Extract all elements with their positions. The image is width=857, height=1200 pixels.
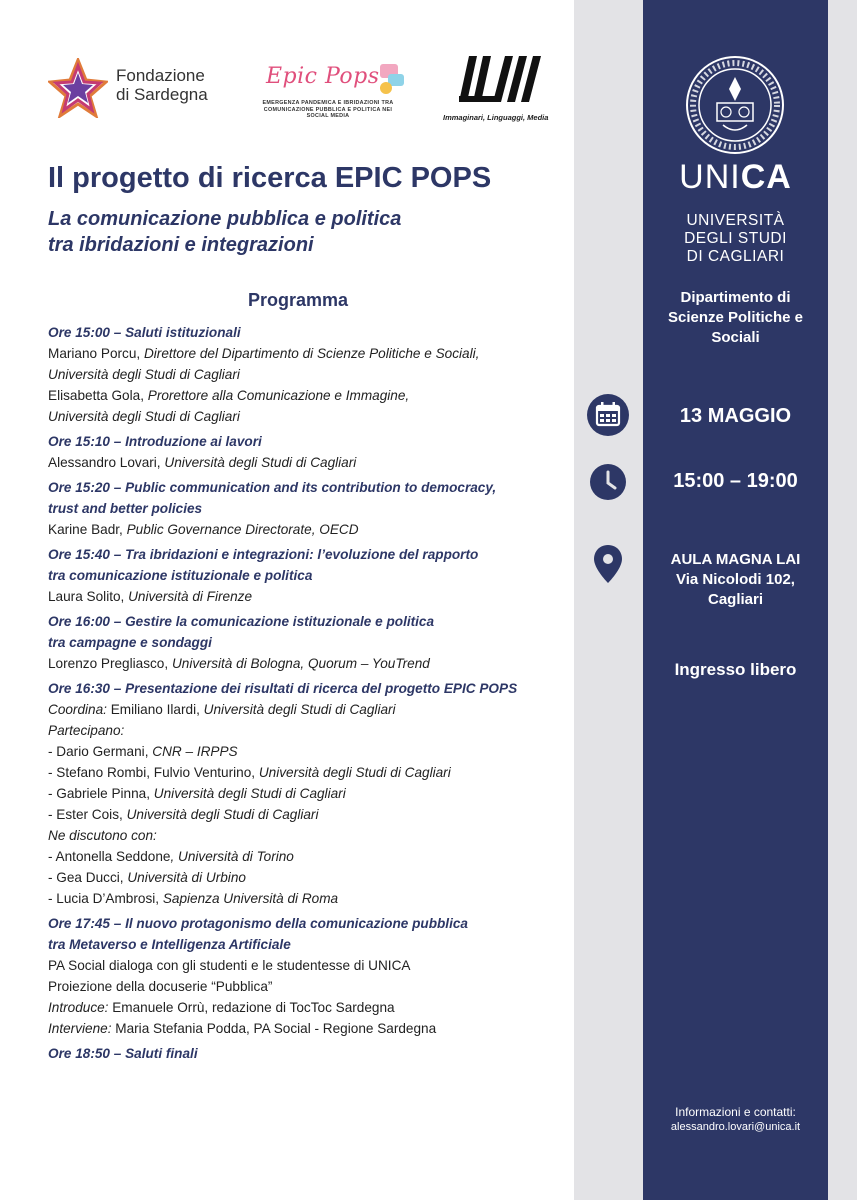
session-heading: Ore 15:40 – Tra ibridazioni e integrazioni: l’evoluzione del rapporto — [48, 547, 479, 562]
session-heading: Ore 16:30 – Presentazione dei risultati di ricerca del progetto EPIC POPS — [48, 681, 518, 696]
contact-email[interactable]: alessandro.lovari@unica.it — [670, 1121, 801, 1133]
programma-heading: Programma — [247, 290, 349, 310]
name-text: Lorenzo Pregliasco, — [48, 656, 172, 671]
session-detail-line — [48, 762, 568, 783]
name-text: - Dario Germani, — [48, 744, 153, 759]
italic-text: Università di Firenze — [128, 589, 253, 604]
name-text: - Stefano Rombi, Fulvio Venturino, — [48, 765, 259, 780]
session-heading: Ore 16:00 – Gestire la comunicazione istituzionale e politica — [48, 614, 435, 629]
unica-wordmark: UNICA — [679, 158, 792, 196]
italic-text: Università degli Studi di Cagliari — [258, 765, 451, 780]
italic-text: Direttore del Dipartimento di Scienze Politiche e Sociali, — [143, 346, 480, 361]
session-heading: tra Metaverso e Intelligenza Artificiale — [48, 937, 291, 952]
session-heading: Ore 15:10 – Introduzione ai lavori — [48, 434, 262, 449]
session-detail-line — [48, 804, 568, 825]
name-text: Mariano Porcu, — [48, 346, 144, 361]
session-detail-line — [48, 976, 568, 997]
session-detail-line — [48, 846, 568, 867]
sponsor-logos — [48, 50, 568, 130]
name-text: Elisabetta Gola, — [48, 388, 148, 403]
location-pin-icon — [587, 543, 629, 585]
italic-text: Prorettore alla Comunicazione e Immagine, — [147, 388, 410, 403]
epic-pops-logo: Epic Pops EMERGENZA PANDEMICA E IBRIDAZIONI TRA COMUNICAZIONE PUBBLICA E POLITICA NEI SOCIAL MEDIA — [258, 60, 408, 125]
session-heading: tra comunicazione istituzionale e politica — [48, 568, 313, 583]
clock-icon — [587, 461, 629, 503]
session-detail-line — [48, 1018, 568, 1039]
session-heading: trust and better policies — [48, 501, 203, 516]
session-detail-line — [48, 955, 568, 976]
session-heading: Ore 15:00 – Saluti istituzionali — [48, 325, 241, 340]
session-detail-line — [48, 997, 568, 1018]
italic-text: Università degli Studi di Cagliari — [48, 367, 240, 382]
italic-text: Interviene: — [48, 1021, 116, 1036]
session-detail-line — [48, 720, 568, 741]
italic-text: Università di Bologna, Quorum – YouTrend — [171, 656, 430, 671]
italic-text: Università degli Studi di Cagliari — [164, 455, 357, 470]
name-text: PA Social dialoga con gli studenti e le studentesse di UNICA — [48, 958, 411, 973]
event-location: AULA MAGNA LAI Via Nicolodi 102, Cagliari — [670, 551, 801, 608]
italic-text: Ne discutono con: — [48, 828, 157, 843]
program-session — [48, 611, 568, 674]
event-time: 15:00 – 19:00 — [673, 470, 798, 492]
name-text: - Ester Cois, — [48, 807, 127, 822]
program-session — [48, 322, 568, 427]
session-detail-line — [48, 364, 568, 385]
ilm-mark-icon — [453, 52, 543, 107]
ilm-logo: Immaginari, Linguaggi, Media — [443, 50, 553, 125]
session-heading: Ore 17:45 – Il nuovo protagonismo della comunicazione pubblica — [48, 916, 468, 931]
name-text: Laura Solito, — [48, 589, 129, 604]
session-detail-line — [48, 867, 568, 888]
name-text: - Lucia D’Ambrosi, — [48, 891, 163, 906]
italic-text: Public Governance Directorate, OECD — [126, 522, 359, 537]
session-heading: Ore 15:20 – Public communication and its contribution to democracy, — [48, 480, 497, 495]
session-detail-line — [48, 783, 568, 804]
page-subtitle: La comunicazione pubblica e politica tra ibridazioni e integrazioni — [48, 208, 402, 256]
session-heading: tra campagne e sondaggi — [48, 635, 212, 650]
program-session — [48, 544, 568, 607]
session-detail-line — [48, 888, 568, 909]
italic-text: Sapienza Università di Roma — [162, 891, 339, 906]
department-name: Dipartimento di Scienze Politiche e Sociali — [667, 289, 804, 346]
italic-text: , Università di Torino — [170, 849, 294, 864]
program-session — [48, 431, 568, 473]
calendar-icon — [587, 394, 629, 436]
italic-text: Partecipano: — [48, 723, 125, 738]
free-entry-note: Ingresso libero — [674, 660, 797, 679]
name-text: Karine Badr, — [48, 522, 127, 537]
name-text: Alessandro Lovari, — [48, 455, 165, 470]
session-detail-line — [48, 699, 568, 720]
session-detail-line — [48, 343, 568, 364]
session-detail-line — [48, 741, 568, 762]
italic-text: CNR – IRPPS — [152, 744, 238, 759]
italic-text: Università degli Studi di Cagliari — [203, 702, 396, 717]
program-session — [48, 678, 568, 909]
session-detail-line — [48, 653, 568, 674]
university-seal-logo — [685, 55, 785, 155]
name-text: Emanuele Orrù, redazione di TocToc Sardegna — [112, 1000, 395, 1015]
fondazione-name: Fondazione di Sardegna — [116, 66, 208, 104]
social-bubbles-icon — [376, 62, 406, 96]
program-session — [48, 477, 568, 540]
name-text: Proiezione della docuserie “Pubblica” — [48, 979, 273, 994]
program-session — [48, 1043, 568, 1064]
session-detail-line — [48, 406, 568, 427]
session-heading: Ore 18:50 – Saluti finali — [48, 1046, 198, 1061]
session-detail-line — [48, 825, 568, 846]
session-detail-line — [48, 452, 568, 473]
program-sessions — [48, 322, 568, 1068]
session-detail-line — [48, 519, 568, 540]
page-title: Il progetto di ricerca EPIC POPS — [48, 162, 492, 194]
session-detail-line — [48, 586, 568, 607]
name-text: - Gea Ducci, — [48, 870, 128, 885]
name-text: Maria Stefania Podda, PA Social - Regione Sardegna — [115, 1021, 437, 1036]
italic-text: Introduce: — [48, 1000, 113, 1015]
fondazione-sardegna-logo — [48, 58, 108, 118]
contacts-block: Informazioni e contatti: alessandro.lovari@unica.it — [643, 1105, 828, 1135]
session-detail-line — [48, 385, 568, 406]
name-text: - Gabriele Pinna, — [48, 786, 154, 801]
italic-text: Università di Urbino — [127, 870, 246, 885]
italic-text: Università degli Studi di Cagliari — [126, 807, 319, 822]
name-text: Emiliano Ilardi, — [110, 702, 204, 717]
italic-text: Università degli Studi di Cagliari — [153, 786, 346, 801]
italic-text: Coordina: — [48, 702, 111, 717]
university-name: UNIVERSITÀ DEGLI STUDI DI CAGLIARI — [684, 212, 787, 265]
name-text: - Antonella Seddone — [48, 849, 171, 864]
navy-info-column — [643, 0, 828, 1200]
italic-text: Università degli Studi di Cagliari — [48, 409, 240, 424]
event-date: 13 MAGGIO — [679, 405, 792, 427]
program-session — [48, 913, 568, 1039]
